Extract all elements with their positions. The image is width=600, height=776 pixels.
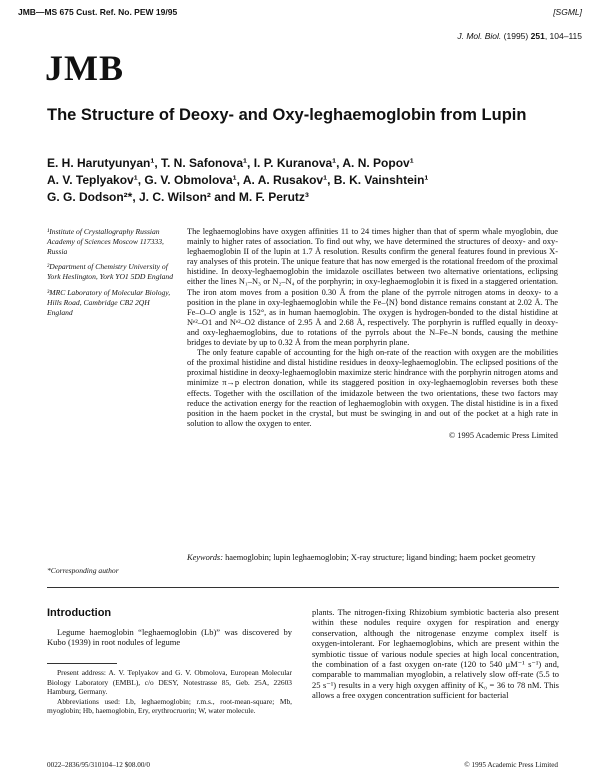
journal-citation [457,31,582,41]
abstract [187,227,558,441]
author-line: A. V. Teplyakov¹, G. V. Obmolova¹, A. A. Rusakov¹, B. K. Vainshtein¹ [47,173,429,187]
journal-year: (1995) [503,31,529,41]
abstract-copyright: © 1995 Academic Press Limited [448,430,558,440]
author-line: E. H. Harutyunyan¹, T. N. Safonova¹, I. P. Kuranova¹, A. N. Popov¹ [47,156,414,170]
author-line: G. G. Dodson²*, J. C. Wilson² and M. F. Perutz³ [47,190,309,204]
abstract-paragraph: The leghaemoglobins have oxygen affinities 11 to 24 times higher than that of sperm whale myoglobin, due mainly to higher rates of association. To find out why, we have determined the structures of deoxy- and oxy-leghaemoglobin II of the lupin at 1.7 Å resolution. Results confirm the general features found in previous X-ray analyses of this protein. The unique feature that has now emerged is the rotational freedom of the proximal histidine. In deoxy-leghaemoglobin the imidazole oscillates between two alternative orientations, eclipsing either the lines N₁–N₃ or N₂–N₄ of the porphyrin; in oxy-leghaemoglobin it is fixed in a staggered orientation. The iron atom moves from a position 0.30 Å from the plane of the pyrrole nitrogen atoms in deoxy- to a position in the plane in oxy-leghaemoglobin while the Fe–⟨N⟩ bond distance remains constant at 2.02 Å. The Fe–O–O angle is 152°, as in human haemoglobin. The oxygen is hydrogen-bonded to the distal histidine at Nᵉ²–O1 and Nᵉ²–O2 distance of 2.95 Å and 2.68 Å, respectively. The porphyrin is ruffled equally in deoxy- and oxy-leghaemoglobins, due to rotations of the pyrrols about the N–Fe–N bonds, causing the methine bridges to deviate by up to 0.32 Å from the mean porphyrin plane. [187,227,558,348]
author-list [47,155,557,206]
introduction-continued: plants. The nitrogen-fixing Rhizobium symbiotic bacteria also present within these nodules require oxygen for respiration and energy conservation, although the nitrogenase enzyme complex itself is oxygen-intolerant. For leghaemoglobins, which are present within the symbiotic tissue of various nodule species at high local concentration, the combination of a fast oxygen on-rate (120 to 540 μM⁻¹ s⁻¹) and, comparable to mammalian myoglobin, a relatively slow off-rate (5.5 to 25 s⁻¹) results in a very high oxygen affinity of K₀ = 36 to 78 nM. This allows a free oxygen concentration sufficient for bacterial [312,607,559,701]
footer-copyright: © 1995 Academic Press Limited [464,761,558,769]
footnote-abbreviations: Abbreviations used: Lb, leghaemoglobin; r.m.s., root-mean-square; Mb, myoglobin; Hb, haemoglobin, Ery, erythrocruorin; W, water molecule. [47,696,292,716]
affiliations [47,227,177,323]
keywords-label: Keywords: [187,553,223,562]
journal-volume: 251 [530,31,545,41]
journal-name: J. Mol. Biol. [457,31,502,41]
footnotes [47,668,292,716]
corresponding-author-note: *Corresponding author [47,566,119,575]
header-format-tag: [SGML] [553,7,582,17]
article-title: The Structure of Deoxy- and Oxy-leghaemoglobin from Lupin [47,106,527,124]
header-manuscript-id: JMB—MS 675 Cust. Ref. No. PEW 19/95 [18,7,178,17]
section-divider [47,587,559,588]
affiliation: ³MRC Laboratory of Molecular Biology, Hills Road, Cambridge CB2 2QH England [47,287,171,317]
journal-logo: JMB [45,48,124,88]
footnote-present-address: Present address: A. V. Teplyakov and G. V. Obmolova, European Molecular Biology Laboratory (EMBL), c/o DESY, Notestrasse 85, Geb. 25A, 22603 Hamburg, Germany. [47,668,292,697]
footnote-divider [47,663,117,664]
journal-pages: , 104–115 [544,31,582,41]
keywords-text: haemoglobin; lupin leghaemoglobin; X-ray structure; ligand binding; haem pocket geometry [222,553,536,562]
footer-issn: 0022–2836/95/310104–12 $08.00/0 [47,761,151,769]
introduction-body: Legume haemoglobin “leghaemoglobin (Lb)” was discovered by Kubo (1939) in root nodules of legume [47,627,292,648]
affiliation: ¹Institute of Crystallography Russian Academy of Sciences Moscow 117333, Russia [47,227,164,256]
affiliation: ²Department of Chemistry University of York Heslington, York YO1 5DD England [47,262,174,282]
introduction-heading: Introduction [47,607,112,619]
abstract-paragraph: The only feature capable of accounting for the high on-rate of the reaction with oxygen are the mobilities of the proximal histidine and distal histidine residues in deoxy-leghaemoglobin. The eclipsed positions of the proximal histidine in deoxy-leghaemoglobin maximize steric hindrance with the porphyrin nitrogen atoms and minimize π→p electron donation, while its staggered position in oxy-leghaemoglobin reverses both these effects. Together with the oscillation of the imidazole between the two orientations, these two factors may reduce the activation energy for the reaction of leghaemoglobin with oxygen. The distal histidine is in a fixed position in the haem pocket in the crystal, but must be swinging in and out of the pocket at a high rate in solution to allow the oxygen to enter. [187,348,558,428]
keywords [187,553,558,564]
